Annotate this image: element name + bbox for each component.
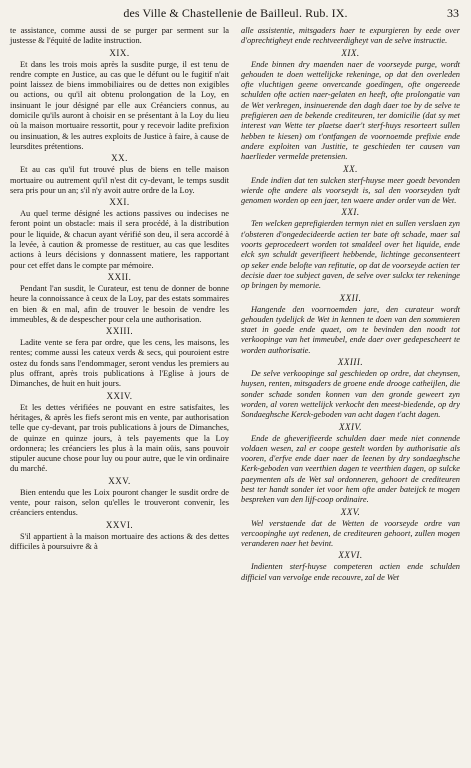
article-paragraph: Et les dettes vérifiées ne pouvant en estre satisfaites, les héritages, & après les fiefs seront mis en vente, par authorisation telle que cy-devant, par trois publications à jours de Dimanches, de quinze en quinze jours, à tels payements que la Loy ordonnera; les créanciers les plus à la main oüis, sans pouvoir stipuler aucune chose pour luy ou pour autre, que le vin ordinaire du marché.	[10, 402, 229, 474]
two-column-body	[10, 26, 461, 583]
article-paragraph: Wel verstaende dat de Wetten de voorseyde ordre van vercoopinghe uyt redenen, de crediteuren gehoort, zullen mogen veranderen naer het bevint.	[241, 518, 460, 549]
article-paragraph: Ende binnen dry maenden naer de voorseyde purge, wordt gehouden te doen wettelijcke rekeninge, op dat den overleden ofte vluchtigen geene onvercande goedingen, ofte ongereede schulden ofte actien naer-gelaten en heeft, ofte prolongatie van de Wet verkregen, insinuerende den dagh daer toe by de selve te prefigieren aen de bekende crediteuren, ter domicilie (dat sy met interest van Wette ter plaetse daer't sterf-huys resorteert sullen hebben te kiesen) om t'ontfangen de voornoemde prefixie ende andere exploiten van Justitie, te geschieden ter causen van haerlieder vermelde pretensien.	[241, 59, 460, 162]
article-paragraph: Ende indien dat ten sulcken sterf-huyse meer goedt bevonden wierde ofte andere als voorseydt is, sal den voorseyden tydt genomen worden op een jaer, ten waere ander order van de Wet.	[241, 175, 460, 206]
article-paragraph: Bien entendu que les Loix pouront changer le susdit ordre de vente, pour raison, selon qu'elles le trouveront convenir, les créanciers entendus.	[10, 487, 229, 518]
article-paragraph: alle assistentie, mitsgaders haer te expurgieren by eede over d'oprechtigheyt ende rechtveerdigheyt van de selve instructie.	[241, 26, 460, 46]
article-paragraph: Indienten sterf-huyse competeren actien ende schulden difficiel van vervolge ende recouvre, zal de Wet	[241, 562, 460, 582]
article-number: XXV.	[108, 475, 131, 486]
running-head: des Ville & Chastellenie de Bailleul. Rub. IX.	[123, 6, 348, 20]
article-paragraph: Ten welcken geprefigierden termyn niet en sullen verslaen zyn t'obsteren d'ongedecideerde actien ter bate oft schade, maer sal voorts geprocedeert worden tot smaldeel over het liquide, ende elck syn schuldt geverifieert hebbende, lichtinge geconsenteert op seker ende belofte van refitutie, op dat de voorseyde actien ter decisie daer toe subject gaven, de selve over sulckx ter rekeninge op bringen by memorie.	[241, 219, 460, 291]
article-paragraph: Et au cas qu'il fut trouvé plus de biens en telle maison mortuaire ou autrement qu'il n'est dit cy-devant, le temps susdit sera pris pour un an; s'il n'y avoit autre ordre de la Loy.	[10, 165, 229, 195]
article-number: XXVI.	[105, 519, 134, 530]
article-number: XXV.	[340, 506, 361, 517]
article-number: XXIII.	[105, 326, 134, 337]
article-number: XXIV.	[106, 390, 133, 401]
article-number: XXI.	[341, 207, 360, 218]
article-paragraph: Pendant l'an susdit, le Curateur, est tenu de donner de bonne heure la connoissance à ceux de la Loy, par des estats sommaires en bien & en mal, afin de trouver le besoin de vendre les immeubles, & de despescher pour cela une authorisation.	[10, 283, 229, 324]
page-number: 33	[447, 6, 459, 20]
french-column	[10, 26, 229, 583]
article-number: XXIV.	[338, 421, 363, 432]
dutch-column	[241, 26, 460, 583]
article-number: XXIII.	[337, 357, 364, 368]
article-number: XIX.	[341, 47, 360, 58]
article-paragraph: Et dans les trois mois après la susdite purge, il est tenu de rendre compte en Justice, au cas que le défunt ou le fugitif n'ait point laissez de biens immobiliaires ou de dettes non exigibles ou actions, ou qu'il ait obtenu prolongation de la Loy, en insinuant le jour désigné par elle aux Créanciers connus, au domicile qu'ils auront à choisir en se présentant à la Loy du lieu où la maison mortuaire ressortit, pour y recevoir ladite prefixion ou insinuation, & les autres exploits de Justice à faire, à cause de leursdites prétentions.	[10, 59, 229, 151]
article-paragraph: Ende de gheverifieerde schulden daer mede niet connende voldaen wesen, zal er coope gestelt worden by authorisatie als vooren, d'erfve ende daer naer de leenen by dry sondaeghsche Kerk-geboden van veerthien dagen te veerthien dagen, op sulcke paeymenten als de Wet sal ordonneren, gehoort de crediteuren best ter handt sonder iet voor hem ofte ander bateijck te mogen bespreken van den lijf-coop ordinaire.	[241, 433, 460, 505]
article-number: XXII.	[339, 292, 362, 303]
article-paragraph: te assistance, comme aussi de se purger par serment sur la justesse & l'équité de ladite instruction.	[10, 26, 229, 46]
article-number: XX.	[343, 163, 358, 174]
page-header	[10, 6, 461, 22]
article-paragraph: Ladite vente se fera par ordre, que les cens, les maisons, les rentes; comme aussi les cateux verds & secs, qui pouroient estre ostez du fonds sans l'endommager, seront vendus les premiers au plus offrant, après trois publications à l'Eglise à jours de Dimanches, de huit en huit jours.	[10, 338, 229, 389]
article-paragraph: De selve verkoopinge sal geschieden op ordre, dat cheynsen, huysen, renten, mitsgaders de groene ende drooge catheijlen, die sonder schade sonden konnen van den gronde geweert zyn worden, al voren wettelijck verkocht den meest-biedende, op dry Sondaeghsche Kerck-geboden van acht dagen t'acht dagen.	[241, 369, 460, 420]
article-paragraph: Au quel terme désigné les actions passives ou indecises ne feront point un obstacle: mais il sera procédé, à la distribution pour le liquide, & chacun ayant vérifié son deu, il sera accordé à la levée, à caution & promesse de restituer, au cas que lesdites actions à leurs décisions y donnassent matiere, les rapportant pour cet effet dans le compte par mémoire.	[10, 209, 229, 270]
article-paragraph: S'il appartient à la maison mortuaire des actions & des dettes difficiles à poursuivre & à	[10, 531, 229, 551]
article-number: XXI.	[109, 197, 130, 208]
article-paragraph: Hangende den voornoemden jare, den curateur wordt gehouden tydelijck de Wet in kennen te doen van den sommieren staet in goede ende quaet, om te bevinden den noodt tot verkoopinge van het immeubel, ende daer over gedepescheert te worden authorisatie.	[241, 304, 460, 355]
article-number: XXVI.	[338, 550, 363, 561]
article-number: XXII.	[107, 271, 132, 282]
article-number: XX.	[111, 153, 128, 164]
article-number: XIX.	[109, 47, 130, 58]
